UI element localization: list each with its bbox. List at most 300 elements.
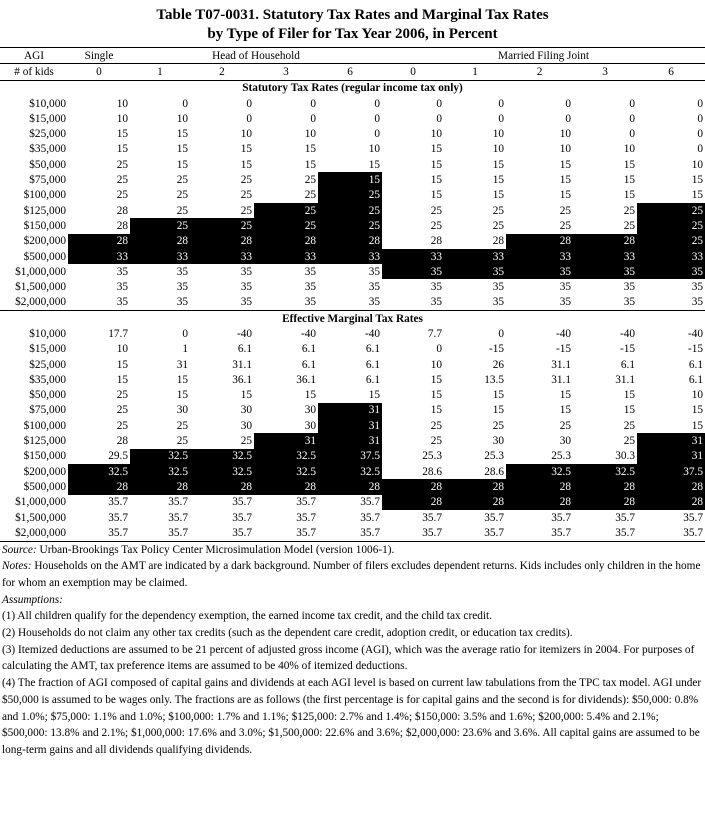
rate-cell: 15 (623, 158, 636, 171)
rate-cell: 15 (430, 404, 443, 417)
rate-cell: 15 (623, 389, 636, 402)
rate-cell: -15 (687, 343, 704, 356)
table-row (0, 495, 705, 510)
assumption-1: (1) All children qualify for the dependency exemption, the earned income tax credit, and the child tax credit. (2, 610, 492, 623)
header-row-kids (0, 64, 705, 80)
rate-cell: 35.7 (615, 511, 636, 524)
rate-cell: 25 (492, 419, 505, 432)
rate-cell: 35.7 (551, 511, 572, 524)
rate-cell: 15 (559, 189, 572, 202)
rate-cell: 15 (304, 158, 316, 171)
rate-cell: 10 (559, 128, 572, 141)
rate-cell: 25 (116, 158, 128, 171)
rate-cell: 10 (559, 143, 572, 156)
table-row (0, 188, 705, 203)
table-row (0, 449, 705, 464)
rate-cell: 0 (374, 112, 381, 125)
agi-cell: $1,000,000 (15, 265, 66, 278)
rate-cell-amt: 33 (130, 249, 190, 264)
rate-cell: 35.7 (683, 511, 704, 524)
rate-cell: 25.3 (484, 450, 505, 463)
rate-cell-amt: 28 (506, 479, 573, 494)
rate-cell: 0 (436, 343, 443, 356)
rate-cell: 25.3 (551, 450, 572, 463)
rate-cell: 25 (116, 174, 128, 187)
rate-cell: 25 (304, 189, 316, 202)
table-row (0, 388, 705, 403)
rate-cell: 35.7 (232, 496, 252, 509)
section-title: Statutory Tax Rates (regular income tax only) (242, 82, 463, 95)
rate-cell: 35 (368, 296, 381, 309)
agi-cell: $15,000 (29, 112, 66, 125)
rate-cell-amt: 15 (318, 172, 382, 187)
rate-cell: 6.1 (688, 358, 704, 371)
rate-cell-amt: 28 (573, 495, 637, 510)
rate-cell: 35 (492, 281, 505, 294)
table-row (0, 295, 705, 311)
rate-cell: 30 (304, 419, 316, 432)
header-row-agi (0, 48, 705, 64)
rate-cell: 28.6 (484, 465, 505, 478)
section-header-row (0, 311, 705, 327)
rate-cell: 31.1 (551, 373, 572, 386)
rate-cell-amt: 28 (190, 234, 254, 249)
rate-cell: 25 (240, 435, 252, 448)
rate-cell: 15 (623, 174, 636, 187)
table-row (0, 418, 705, 433)
rate-cell: 15 (240, 389, 252, 402)
rate-cell: 10 (240, 128, 252, 141)
rate-cell: 0 (310, 97, 316, 110)
rate-cell-amt: 32.5 (506, 464, 573, 479)
rate-cell: 25 (116, 419, 128, 432)
rate-cell: 10 (691, 158, 704, 171)
rate-cell: 25 (176, 419, 188, 432)
rate-cell-amt: 31 (637, 449, 705, 464)
rate-cell: 0 (374, 97, 381, 110)
rate-cell-amt: 32.5 (130, 449, 190, 464)
rate-cell: 35.7 (296, 511, 316, 524)
rate-cell: 15 (559, 389, 572, 402)
rate-cell: 30 (304, 404, 316, 417)
rate-cell-amt: 28 (254, 234, 318, 249)
rate-cell: 35.7 (484, 511, 505, 524)
agi-cell: $150,000 (23, 450, 66, 463)
rate-cell: 0 (246, 97, 252, 110)
rate-cell: 15 (691, 404, 704, 417)
rate-cell: 15 (559, 404, 572, 417)
agi-cell: $75,000 (29, 174, 66, 187)
rate-cell: 30 (240, 404, 252, 417)
rate-cell-amt: 37.5 (637, 464, 705, 479)
rate-cell: 30.3 (615, 450, 636, 463)
rate-cell: 36.1 (296, 373, 316, 386)
rate-cell-amt: 28 (637, 495, 705, 510)
rate-cell: 0 (697, 112, 704, 125)
kids-col: 0 (382, 64, 444, 80)
rate-cell: 15 (430, 189, 443, 202)
rate-cell: 15 (176, 389, 188, 402)
rate-cell-amt: 28 (382, 479, 444, 494)
rate-cell-amt: 25 (254, 218, 318, 233)
rate-cell: 35 (116, 281, 128, 294)
rate-cell: 10 (116, 343, 128, 356)
rate-cell: 35 (623, 296, 636, 309)
agi-cell: $1,000,000 (15, 496, 66, 509)
kids-col: 6 (318, 64, 382, 80)
rate-cell: 13.5 (484, 373, 505, 386)
rate-cell: 25 (240, 189, 252, 202)
rate-cell-amt: 33 (444, 249, 506, 264)
rate-cell: 10 (492, 143, 505, 156)
rate-cell-amt: 28 (68, 479, 130, 494)
rate-cell-amt: 28 (444, 495, 506, 510)
agi-cell: $100,000 (23, 189, 66, 202)
rate-cell-amt: 31 (318, 418, 382, 433)
rate-cell: -15 (555, 343, 572, 356)
rate-cell-amt: 25 (637, 234, 705, 249)
rate-cell: 10 (430, 358, 443, 371)
rate-cell: 25 (559, 204, 572, 217)
rate-cell: 35 (240, 281, 252, 294)
rate-cell: 35 (559, 296, 572, 309)
rate-cell: 15 (176, 373, 188, 386)
agi-cell: $35,000 (29, 373, 66, 386)
rate-cell: 15 (116, 143, 128, 156)
table-row (0, 142, 705, 157)
rate-cell-amt: 31 (637, 433, 705, 448)
rate-cell-amt: 28 (506, 234, 573, 249)
rate-cell: 25 (240, 174, 252, 187)
rate-cell: 30 (492, 435, 505, 448)
rate-cell: 35 (240, 296, 252, 309)
group-header-single: Single (68, 48, 130, 64)
rate-cell: 28 (116, 219, 128, 232)
rate-cell: 10 (176, 112, 188, 125)
rate-cell: 26 (492, 358, 505, 371)
rate-cell: 35 (559, 281, 572, 294)
agi-cell: $10,000 (29, 327, 66, 340)
kids-col: 1 (130, 64, 190, 80)
source-note (2, 542, 703, 559)
rate-cell: 35 (304, 296, 316, 309)
rate-cell: -15 (619, 343, 636, 356)
footnotes (0, 542, 705, 759)
rate-cell-amt: 28 (318, 234, 382, 249)
rate-cell: 25 (304, 174, 316, 187)
rate-cell: 31.1 (615, 373, 636, 386)
agi-cell: $200,000 (23, 465, 66, 478)
rate-cell: 0 (565, 112, 572, 125)
agi-cell: $125,000 (23, 204, 66, 217)
rate-cell: 15 (240, 158, 252, 171)
rate-cell: 15 (430, 143, 443, 156)
rate-cell: 35 (368, 265, 381, 278)
rate-cell: 6.1 (620, 358, 636, 371)
section-title: Effective Marginal Tax Rates (0, 311, 705, 327)
rate-cell: 25 (240, 204, 252, 217)
rate-cell: 15 (176, 158, 188, 171)
rate-cell: 0 (629, 112, 636, 125)
rate-cell: 6.1 (688, 373, 704, 386)
rate-cell: -40 (236, 327, 252, 340)
rate-cell: 35.7 (360, 496, 381, 509)
rate-cell: 35.7 (318, 525, 382, 541)
rate-cell-amt: 35 (382, 264, 444, 279)
rate-cell: 25 (176, 435, 188, 448)
rate-cell: 0 (310, 112, 316, 125)
rate-cell: 29.5 (108, 450, 128, 463)
table-body (0, 80, 705, 541)
table-row (0, 357, 705, 372)
table-row (0, 433, 705, 448)
rate-cell: 25 (559, 419, 572, 432)
rate-cell: 15 (492, 189, 505, 202)
rate-cell: 7.7 (427, 327, 443, 340)
rate-cell-amt: 25 (318, 203, 382, 218)
rate-cell: 35 (240, 265, 252, 278)
kids-col: 3 (254, 64, 318, 80)
rate-cell: 0 (498, 112, 505, 125)
rate-cell: 15 (304, 389, 316, 402)
rate-cell-amt: 32.5 (254, 449, 318, 464)
rate-cell-amt: 28 (190, 479, 254, 494)
rate-cell: 28 (492, 235, 505, 248)
rate-cell: 25 (430, 419, 443, 432)
rate-cell: 35.7 (168, 496, 188, 509)
rate-cell: 15 (430, 389, 443, 402)
agi-cell: $1,500,000 (15, 511, 66, 524)
table-row (0, 96, 705, 111)
rate-cell-amt: 32.5 (318, 464, 382, 479)
agi-cell: $10,000 (29, 97, 66, 110)
table-row (0, 279, 705, 294)
rate-cell: 35.7 (296, 496, 316, 509)
rate-cell: 25 (623, 204, 636, 217)
table-row (0, 510, 705, 525)
rate-cell: -40 (555, 327, 572, 340)
rate-cell: 35 (176, 281, 188, 294)
rate-cell: 15 (116, 373, 128, 386)
rate-cell: 35.7 (130, 525, 190, 541)
rate-cell: 31.1 (551, 358, 572, 371)
rate-cell-amt: 32.5 (254, 464, 318, 479)
rate-cell-amt: 33 (68, 249, 130, 264)
rate-cell: 25.3 (422, 450, 443, 463)
rate-cell-amt: 35 (506, 264, 573, 279)
rate-cell: 1 (182, 343, 188, 356)
rate-cell: 10 (691, 389, 704, 402)
rate-cell-amt: 25 (318, 218, 382, 233)
rate-cell: 35.7 (637, 525, 705, 541)
rate-cell: 15 (240, 143, 252, 156)
rate-cell: 15 (492, 174, 505, 187)
rate-cell: 35.7 (108, 496, 128, 509)
agi-cell: $125,000 (23, 435, 66, 448)
rate-cell: 35.7 (573, 525, 637, 541)
rate-cell: 30 (240, 419, 252, 432)
table-row (0, 403, 705, 418)
kids-col: 6 (637, 64, 705, 80)
rate-cell: 35 (304, 281, 316, 294)
rate-cell: 0 (498, 327, 505, 340)
rate-cell: 0 (182, 97, 188, 110)
agi-cell: $500,000 (23, 480, 66, 493)
rate-cell: -15 (488, 343, 505, 356)
rate-cell: 35.7 (232, 511, 252, 524)
rate-cell: 10 (304, 128, 316, 141)
agi-cell: $100,000 (23, 419, 66, 432)
table-row (0, 372, 705, 387)
rate-cell: 0 (246, 112, 252, 125)
rate-cell: 15 (492, 389, 505, 402)
rate-cell: 15 (691, 189, 704, 202)
rate-cell: 6.1 (365, 358, 381, 371)
rate-cell: 35 (430, 281, 443, 294)
rate-cell: 6.1 (301, 358, 316, 371)
agi-cell: $25,000 (29, 358, 66, 371)
rate-cell: 0 (697, 97, 704, 110)
rate-cell-amt: 31 (318, 403, 382, 418)
rate-cell: 28 (116, 204, 128, 217)
agi-cell: $50,000 (29, 389, 66, 402)
rate-cell-amt: 37.5 (318, 449, 382, 464)
rate-cell: 35.7 (382, 525, 444, 541)
rate-cell-amt: 35 (573, 264, 637, 279)
rate-cell: 15 (623, 404, 636, 417)
rate-cell-amt: 28 (506, 495, 573, 510)
rate-cell: 15 (559, 174, 572, 187)
rate-cell: 15 (623, 189, 636, 202)
rate-cell-amt: 35 (444, 264, 506, 279)
agi-cell: $35,000 (29, 143, 66, 156)
rate-cell: 15 (492, 158, 505, 171)
rate-cell: 25 (116, 389, 128, 402)
rate-cell: 15 (116, 358, 128, 371)
kids-header: # of kids (0, 64, 68, 80)
kids-col: 2 (506, 64, 573, 80)
rate-cell-amt: 35 (637, 264, 705, 279)
rate-cell: 17.7 (108, 327, 128, 340)
rate-cell: 15 (691, 174, 704, 187)
rate-cell: 25 (176, 174, 188, 187)
rate-cell-amt: 25 (637, 218, 705, 233)
agi-cell: $2,000,000 (15, 296, 66, 309)
rate-cell: 25 (492, 219, 505, 232)
notes-text: Households on the AMT are indicated by a dark background. Number of filers excludes dependent returns. Kids includes only children in the home for whom an exemption may be claimed. (2, 560, 701, 589)
rate-cell: 15 (430, 158, 443, 171)
rate-cell: 35 (691, 296, 704, 309)
rate-cell: 15 (304, 143, 316, 156)
table-row (0, 172, 705, 187)
rate-cell: 35 (176, 265, 188, 278)
agi-cell: $25,000 (29, 128, 66, 141)
rate-cell: 35.7 (444, 525, 506, 541)
rate-cell: 35.7 (422, 511, 443, 524)
rate-cell: 0 (697, 128, 704, 141)
rate-cell-amt: 28 (254, 479, 318, 494)
rate-cell: -40 (364, 327, 381, 340)
assumption-3: (3) Itemized deductions are assumed to be 21 percent of adjusted gross income (AGI), which was the average ratio for itemizers in 2004. For purposes of calculating the AMT, tax preference items are assumed to be 40% of itemized deductions. (2, 643, 695, 673)
rate-cell: 35 (116, 265, 128, 278)
rate-cell-amt: 33 (382, 249, 444, 264)
rate-cell: 36.1 (232, 373, 252, 386)
rate-cell: 15 (176, 143, 188, 156)
rate-cell: 10 (116, 112, 128, 125)
rate-cell: 10 (116, 97, 128, 110)
rate-cell-amt: 31 (318, 433, 382, 448)
rate-cell: 0 (629, 97, 636, 110)
kids-col: 3 (573, 64, 637, 80)
group-header-hoh: Head of Household (130, 48, 382, 64)
rate-cell-amt: 28 (637, 479, 705, 494)
rate-cell: 6.1 (365, 373, 381, 386)
rate-cell: 0 (436, 112, 443, 125)
rate-cell: 0 (436, 97, 443, 110)
rate-cell-amt: 25 (130, 218, 190, 233)
rate-cell: 25 (623, 419, 636, 432)
rate-cell-amt: 33 (573, 249, 637, 264)
table-row (0, 326, 705, 341)
rate-cell: 0 (498, 97, 505, 110)
rate-cell: 0 (374, 128, 381, 141)
rate-cell: 35.7 (68, 525, 130, 541)
rate-cell: 25 (559, 219, 572, 232)
rate-cell-amt: 32.5 (130, 464, 190, 479)
rate-cell: 25 (430, 204, 443, 217)
rate-cell: 28.6 (422, 465, 443, 478)
rate-cell-amt: 28 (444, 479, 506, 494)
rate-cell-amt: 33 (318, 249, 382, 264)
rate-cell: 35 (304, 265, 316, 278)
rate-cell-amt: 33 (190, 249, 254, 264)
rate-cell: 25 (492, 204, 505, 217)
tax-rates-table (0, 47, 705, 542)
rate-cell: 35.7 (168, 511, 188, 524)
rate-cell: 0 (565, 97, 572, 110)
table-row (0, 525, 705, 541)
notes-note (2, 558, 703, 591)
rate-cell-amt: 28 (573, 234, 637, 249)
rate-cell: 35.7 (190, 525, 254, 541)
rate-cell: 35 (176, 296, 188, 309)
rate-cell: 35 (492, 296, 505, 309)
rate-cell: 6.1 (237, 343, 252, 356)
kids-col: 2 (190, 64, 254, 80)
agi-cell: $500,000 (23, 250, 66, 263)
rate-cell: 25 (623, 435, 636, 448)
rate-cell-amt: 28 (382, 495, 444, 510)
rate-cell-amt: 28 (318, 479, 382, 494)
table-row (0, 479, 705, 494)
rate-cell: -40 (619, 327, 636, 340)
table-row (0, 234, 705, 249)
rate-cell-amt: 33 (637, 249, 705, 264)
rate-cell: 31.1 (232, 358, 252, 371)
rate-cell: 35 (623, 281, 636, 294)
kids-col: 1 (444, 64, 506, 80)
rate-cell: 35.7 (360, 511, 381, 524)
rate-cell: 35 (430, 296, 443, 309)
rate-cell: 35 (368, 281, 381, 294)
rate-cell: 35.7 (254, 525, 318, 541)
rate-cell-amt: 28 (68, 234, 130, 249)
table-row (0, 464, 705, 479)
rate-cell: 15 (430, 174, 443, 187)
rate-cell-amt: 31 (254, 433, 318, 448)
rate-cell-amt: 28 (130, 479, 190, 494)
assumption-2: (2) Households do not claim any other tax credits (such as the dependent care credit, adoption credit, or education tax credits). (2, 627, 573, 640)
